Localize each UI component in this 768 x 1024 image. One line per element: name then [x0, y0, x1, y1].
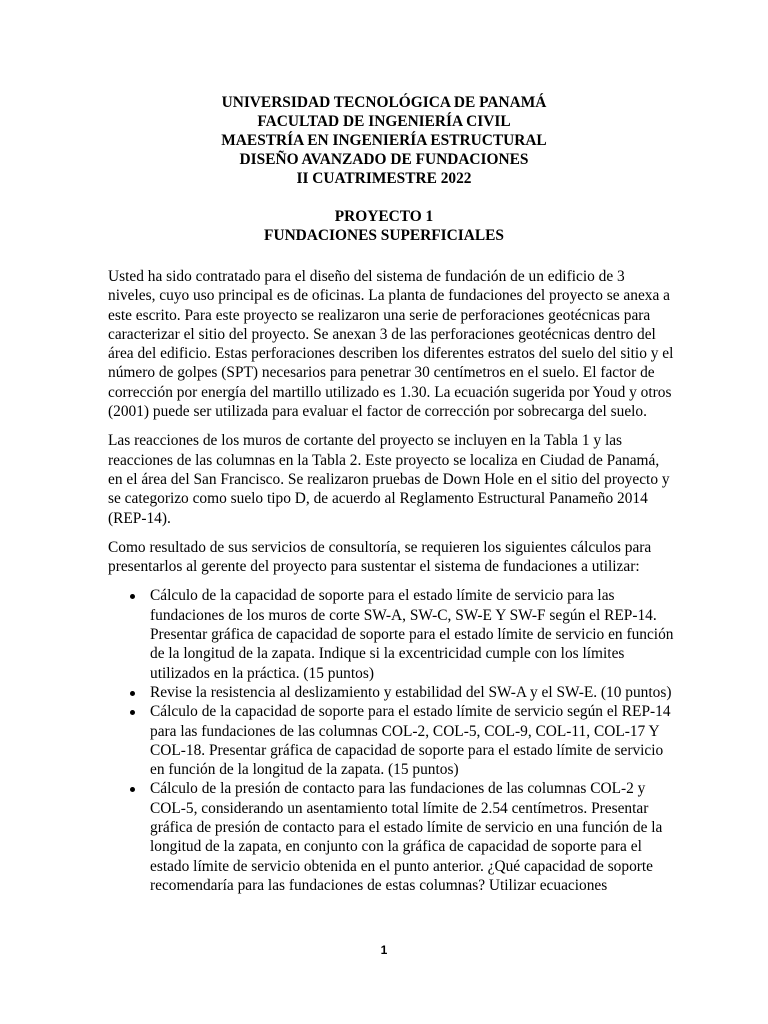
course-name: DISEÑO AVANZADO DE FUNDACIONES — [239, 151, 529, 168]
requirements-list — [108, 586, 674, 895]
intro-paragraph: Usted ha sido contratado para el diseño del sistema de fundación de un edificio de 3 niveles, cuyo uso principal es de oficinas. La planta de fundaciones del proyecto se anexa a este escrito. Para este proyecto se realizaron una serie de perforaciones geotécnicas para caracterizar el sitio del proyecto. Se anexan 3 de las perforaciones geotécnicas dentro del área del edificio. Estas perforaciones describen los diferentes estratos del suelo del sitio y el número de golpes (SPT) necesarios para penetrar 30 centímetros en el suelo. El factor de corrección por energía del martillo utilizado es 1.30. La ecuación sugerida por Youd y otros (2001) puede ser utilizada para evaluar el factor de corrección por sobrecarga del suelo. — [108, 268, 674, 421]
program-name: MAESTRÍA EN INGENIERÍA ESTRUCTURAL — [221, 132, 547, 149]
list-item-text: Revise la resistencia al deslizamiento y estabilidad del SW-A y el SW-E. (10 puntos) — [150, 683, 672, 701]
page-number: 1 — [380, 943, 388, 957]
list-item-text: Cálculo de la capacidad de soporte para el estado límite de servicio para las fundaciones de los muros de corte SW-A, SW-C, SW-E Y SW-F según el REP-14. Presentar gráfica de capacidad de soporte para el estado límite de servicio en función de la longitud de la zapata. Indique si la excentricidad cumple con los límites utilizados en la práctica. (15 puntos) — [150, 587, 674, 682]
university-name: UNIVERSIDAD TECNOLÓGICA DE PANAMÁ — [221, 94, 547, 111]
list-item — [108, 586, 674, 682]
term-name: II CUATRIMESTRE 2022 — [296, 170, 472, 187]
requirements-paragraph: Como resultado de sus servicios de consultoría, se requieren los siguientes cálculos para presentarlos al gerente del proyecto para sustentar el sistema de fundaciones a utilizar: — [108, 538, 652, 576]
reactions-paragraph: Las reacciones de los muros de cortante del proyecto se incluyen en la Tabla 1 y las reacciones de las columnas en la Tabla 2. Este proyecto se localiza en Ciudad de Panamá, en el área del San Francisco. Se realizaron pruebas de Down Hole en el sitio del proyecto y se categorizo como suelo tipo D, de acuerdo al Reglamento Estructural Panameño 2014 (REP-14). — [108, 432, 670, 527]
document-header — [0, 93, 768, 245]
list-item — [108, 702, 674, 779]
bullet-icon — [130, 710, 135, 715]
list-item-text: Cálculo de la presión de contacto para las fundaciones de las columnas COL-2 y COL-5, considerando un asentamiento total límite de 2.54 centímetros. Presentar gráfica de presión de contacto para el estado límite de servicio en una función de la longitud de la zapata, en conjunto con la gráfica de capacidad de soporte para el estado límite de servicio obtenida en el punto anterior. ¿Qué capacidad de soporte recomendaría para las fundaciones de estas columnas? Utilizar ecuaciones — [150, 780, 663, 894]
document-body — [108, 267, 674, 895]
list-item — [108, 683, 674, 702]
bullet-icon — [130, 594, 135, 599]
list-item-text: Cálculo de la capacidad de soporte para el estado límite de servicio según el REP-14 para las fundaciones de las columnas COL-2, COL-5, COL-9, COL-11, COL-17 Y COL-18. Presentar gráfica de capacidad de soporte para el estado límite de servicio en función de la longitud de la zapata. (15 puntos) — [150, 703, 671, 779]
bullet-icon — [130, 691, 135, 696]
faculty-name: FACULTAD DE INGENIERÍA CIVIL — [257, 113, 511, 130]
project-title: PROYECTO 1 — [334, 208, 434, 225]
list-item — [108, 779, 674, 895]
bullet-icon — [130, 787, 135, 792]
project-subtitle: FUNDACIONES SUPERFICIALES — [264, 227, 504, 244]
